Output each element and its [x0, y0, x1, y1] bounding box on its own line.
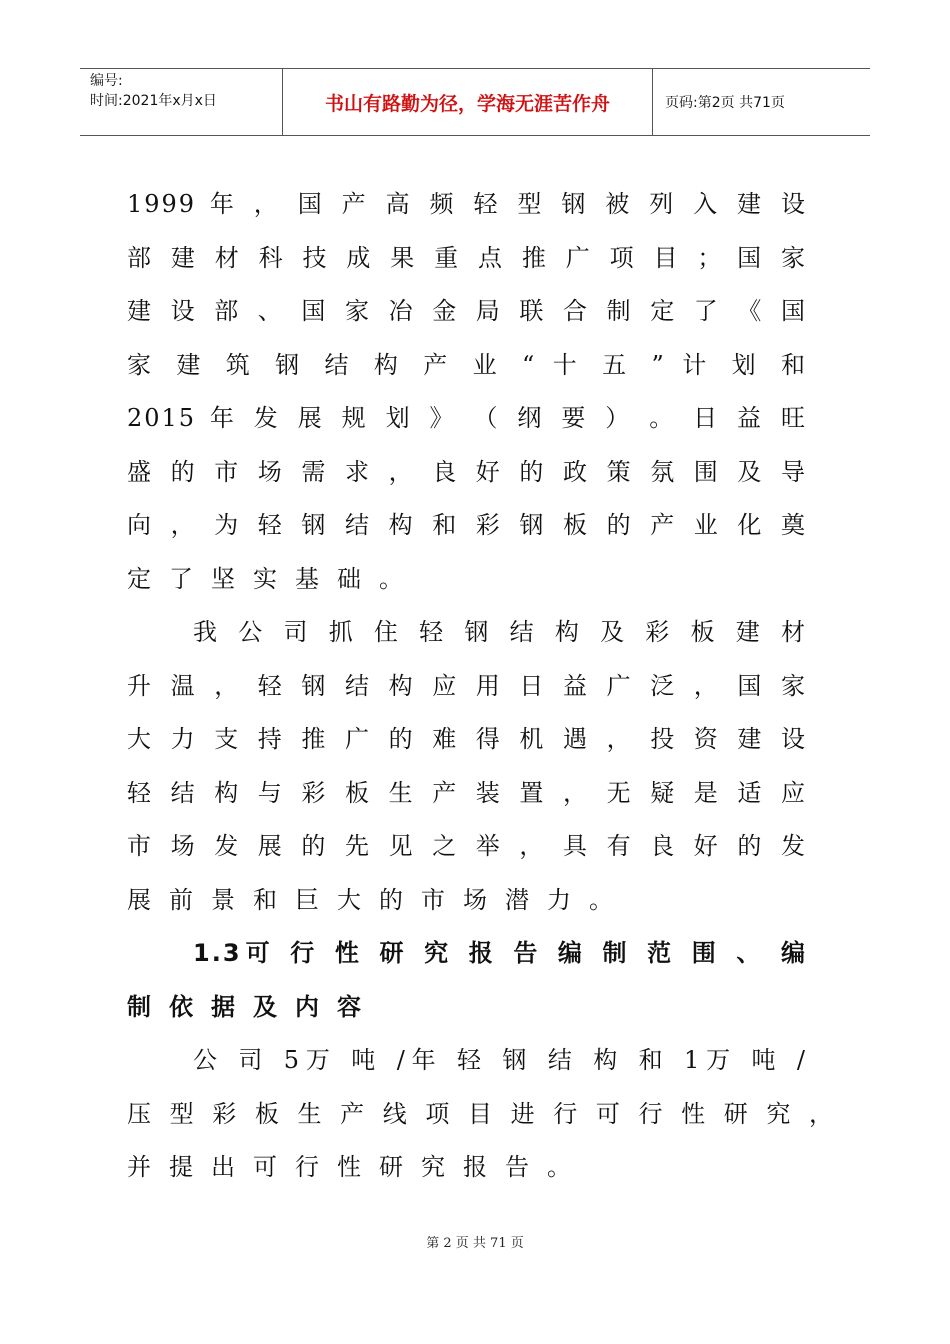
body-line: 盛 的 市 场 需 求 ， 良 好 的 政 策 氛 围 及 导 [127, 457, 807, 486]
body-line: 向 ， 为 轻 钢 结 构 和 彩 钢 板 的 产 业 化 奠 [127, 511, 807, 539]
body-line: 市 场 发 展 的 先 见 之 举 ， 具 有 良 好 的 发 [127, 832, 807, 860]
body-line: 部 建 材 科 技 成 果 重 点 推 广 项 目 ； 国 家 [127, 243, 807, 272]
date-label: 时间:2021年x月x日 [90, 93, 217, 109]
body-line: 定了坚实基础。 [127, 564, 421, 593]
body-line: 大 力 支 持 推 广 的 难 得 机 遇 ， 投 资 建 设 [127, 725, 807, 753]
header-page-number: 页码:第2页 共71页 [665, 95, 785, 111]
header-meta [80, 69, 282, 135]
page-header [80, 68, 870, 136]
header-motto: 书山有路勤为径，学海无涯苦作舟 [282, 69, 653, 135]
body-line: 2015 年 发 展 规 划 》 （ 纲 要 ） 。 日 益 旺 [127, 404, 807, 432]
section-heading: 1.3可 行 性 研 究 报 告 编 制 范 围 、 编 [193, 939, 807, 967]
body-line: 我 公 司 抓 住 轻 钢 结 构 及 彩 板 建 材 [193, 618, 807, 646]
body-line: 展前景和巨大的市场潜力。 [127, 885, 631, 914]
body-line: 家 建 筑 钢 结 构 产 业 “ 十 五 ” 计 划 和 [127, 350, 807, 379]
body-line: 并提出可行性研究报告。 [127, 1153, 589, 1181]
body-line: 升 温 ， 轻 钢 结 构 应 用 日 益 广 泛 ， 国 家 [127, 671, 807, 700]
doc-number-label: 编号: [90, 73, 123, 89]
section-heading: 制依据及内容 [127, 992, 379, 1021]
body-line: 轻 结 构 与 彩 板 生 产 装 置 ， 无 疑 是 适 应 [127, 778, 807, 807]
body-line: 建 设 部 、 国 家 冶 金 局 联 合 制 定 了 《 国 [127, 297, 807, 325]
body-line: 压 型 彩 板 生 产 线 项 目 进 行 可 行 性 研 究 ， [127, 1099, 835, 1128]
document-body [127, 178, 835, 1195]
page-footer: 第 2 页 共 71 页 [426, 1236, 524, 1251]
body-line: 公 司 5万 吨 /年 轻 钢 结 构 和 1万 吨 / [193, 1046, 807, 1074]
body-line: 1999 年 ， 国 产 高 频 轻 型 钢 被 列 入 建 设 [127, 190, 807, 218]
